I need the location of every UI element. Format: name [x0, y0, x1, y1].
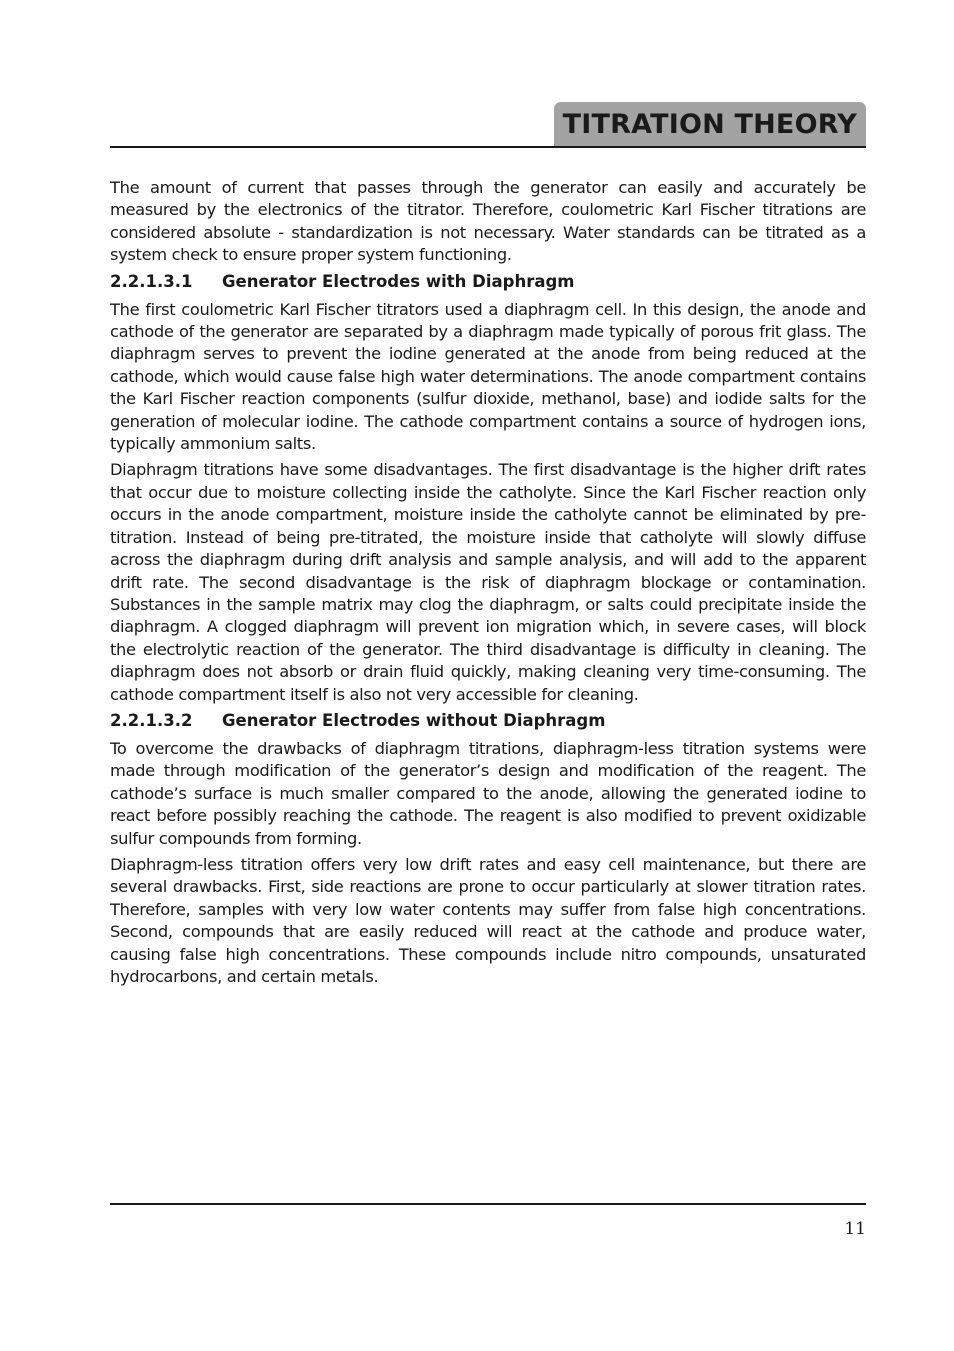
section-number: 2.2.1.3.2	[110, 710, 193, 730]
page-number: 11	[844, 1219, 866, 1239]
paragraph: Diaphragm-less titration offers very low drift rates and easy cell maintenance, but there are several drawbacks. First, side reactions are prone to occur particularly at slower titration rates. Therefore, samples with very low water contents may suffer from false high concentrations. Second, compounds that are easily reduced will react at the cathode and produce water, causing false high concentrations. These compounds include nitro compounds, unsaturated hydrocarbons, and certain metals.	[110, 854, 866, 986]
paragraph: To overcome the drawbacks of diaphragm titrations, diaphragm-less titration systems were made through modification of the generator’s design and modification of the reagent. The cathode’s surface is much smaller compared to the anode, allowing the generated iodine to react before possibly reaching the cathode. The reagent is also modified to prevent oxidizable sulfur compounds from forming.	[110, 738, 866, 848]
section-number: 2.2.1.3.1	[110, 271, 193, 291]
page-body	[110, 177, 866, 992]
intro-paragraph: The amount of current that passes through the generator can easily and accurately be measured by the electronics of the titrator. Therefore, coulometric Karl Fischer titrations are considered absolute - standardization is not necessary. Water standards can be titrated as a system check to ensure proper system functioning.	[110, 178, 866, 265]
section-heading-without-diaphragm	[110, 710, 866, 732]
section-heading-with-diaphragm	[110, 271, 866, 293]
paragraph: Diaphragm titrations have some disadvantages. The first disadvantage is the higher drift rates that occur due to moisture collecting inside the catholyte. Since the Karl Fischer reaction only occurs in the anode compartment, moisture inside the catholyte cannot be eliminated by pre-titration. Instead of being pre-titrated, the moisture inside that catholyte will slowly diffuse across the diaphragm during drift analysis and sample analysis, and will add to the apparent drift rate. The second disadvantage is the risk of diaphragm blockage or contamination. Substances in the sample matrix may clog the diaphragm, or salts could precipitate inside the diaphragm. A clogged diaphragm will prevent ion migration which, in severe cases, will block the electrolytic reaction of the generator. The third disadvantage is difficulty in cleaning. The diaphragm does not absorb or drain fluid quickly, making cleaning very time-consuming. The cathode compartment itself is also not very accessible for cleaning.	[110, 460, 866, 704]
section-title: Generator Electrodes with Diaphragm	[222, 271, 575, 291]
header-divider	[110, 146, 866, 148]
chapter-title: TITRATION THEORY	[554, 102, 866, 146]
footer-divider	[110, 1203, 866, 1205]
section-title: Generator Electrodes without Diaphragm	[222, 710, 606, 730]
paragraph: The first coulometric Karl Fischer titrators used a diaphragm cell. In this design, the anode and cathode of the generator are separated by a diaphragm made typically of porous frit glass. The diaphragm serves to prevent the iodine generated at the anode from being reduced at the cathode, which would cause false high water determinations. The anode compartment contains the Karl Fischer reaction components (sulfur dioxide, methanol, base) and iodide salts for the generation of molecular iodine. The cathode compartment contains a source of hydrogen ions, typically ammonium salts.	[110, 299, 866, 454]
